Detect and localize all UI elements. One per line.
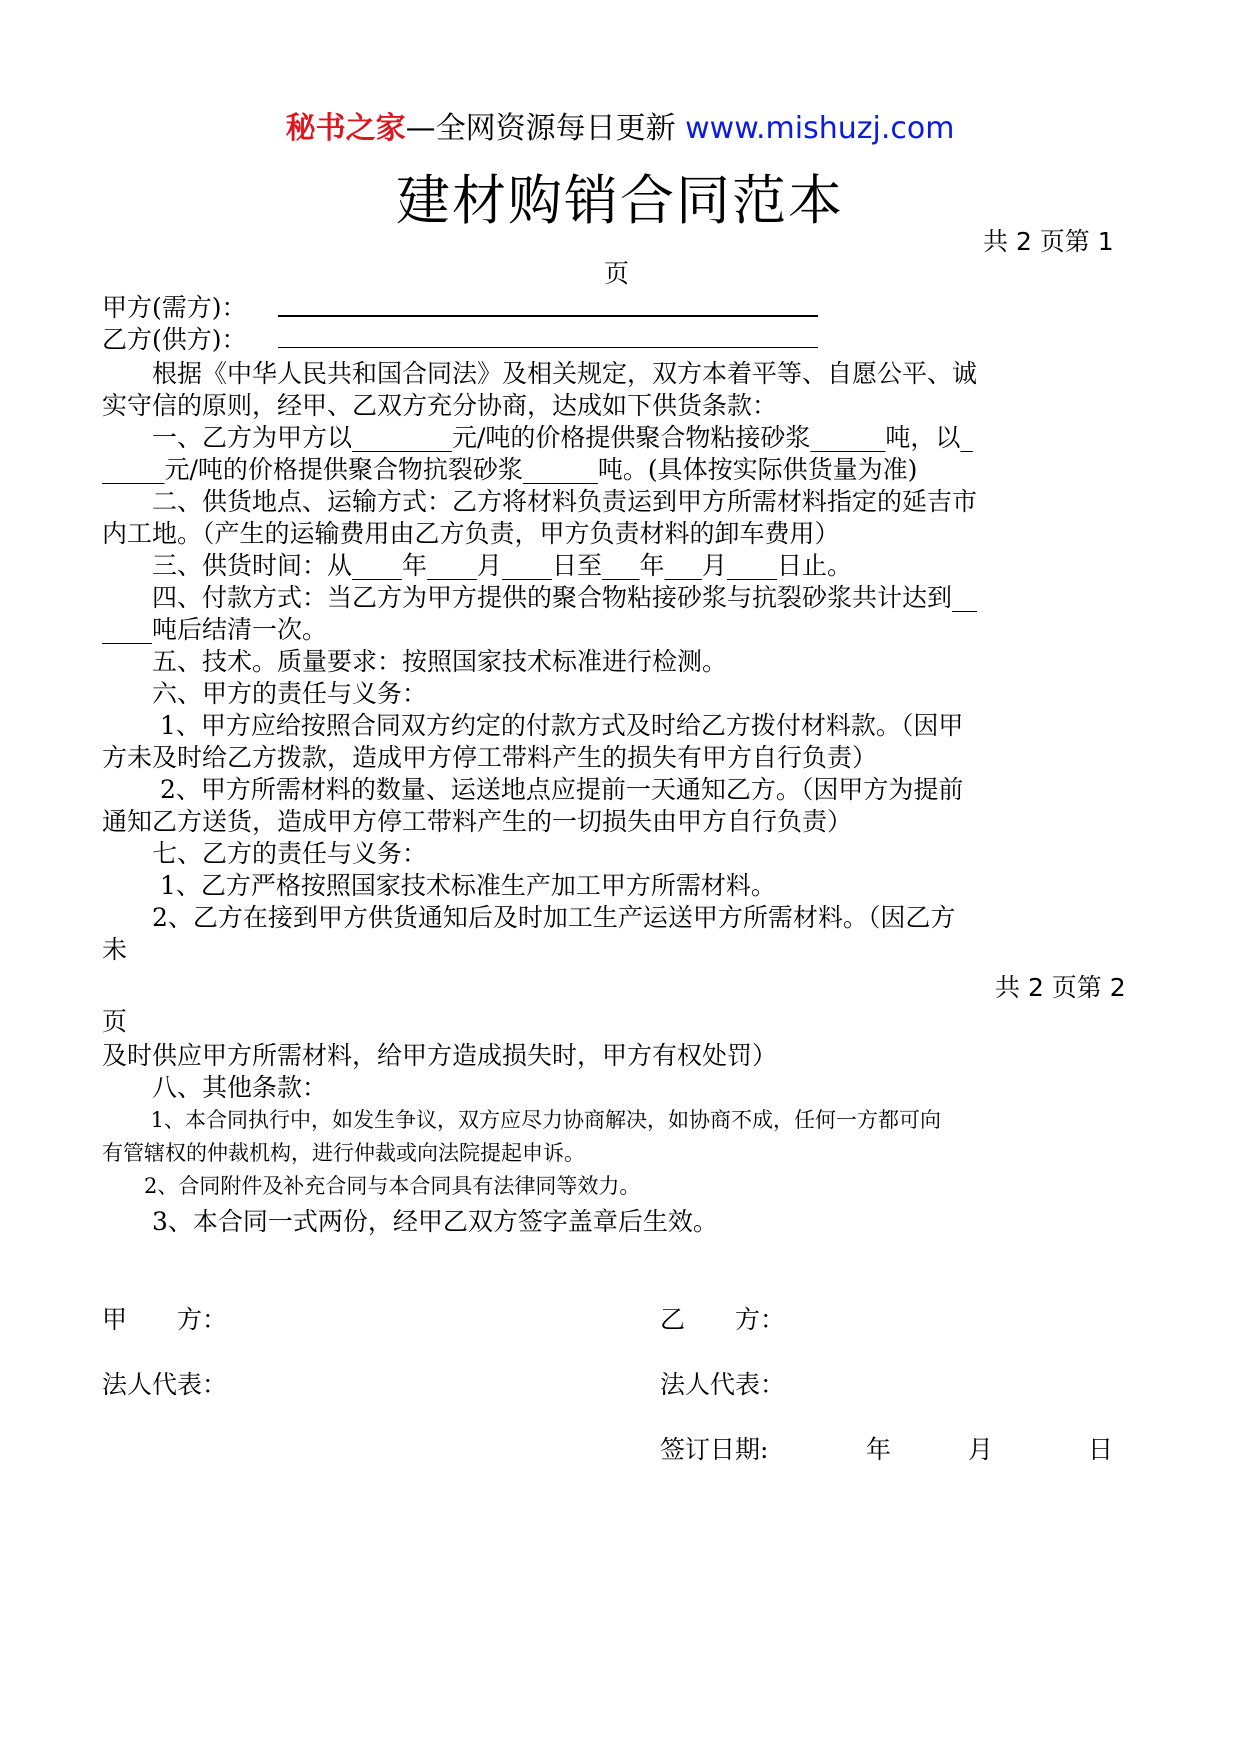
brand-name: 秘书之家 — [285, 111, 406, 146]
document-title: 建材购销合同范本 — [396, 169, 844, 232]
signing-date-year: 年 — [866, 1435, 892, 1464]
site-url-link[interactable]: www.mishuzj.com — [685, 111, 955, 146]
contract-line: 一、乙方为甲方以________元/吨的价格提供聚合物粘接砂浆______吨，以_ — [102, 423, 973, 452]
party-b-label: 乙方(供方)： — [102, 325, 247, 354]
contract-small-line: 有管辖权的仲裁机构，进行仲裁或向法院提起申诉。 — [102, 1141, 585, 1165]
party-a-label: 甲方(需方)： — [102, 293, 247, 322]
contract-line: ____吨后结清一次。 — [102, 615, 328, 644]
signing-date-label: 签订日期: — [660, 1435, 769, 1464]
signing-date-month: 月 — [968, 1435, 994, 1464]
party-b-field[interactable] — [278, 347, 818, 348]
contract-line: 四、付款方式：当乙方为甲方提供的聚合物粘接砂浆与抗裂砂浆共计达到__ — [102, 583, 978, 612]
contract-line: 2、乙方在接到甲方供货通知后及时加工生产运送甲方所需材料。（因乙方 — [102, 903, 956, 932]
contract-line: 二、供货地点、运输方式：乙方将材料负责运到甲方所需材料指定的延吉市 — [102, 487, 978, 516]
contract-line: 三、供货时间：从____年____月____日至___年___月____日止。 — [102, 551, 853, 580]
signing-date-day: 日 — [1088, 1435, 1114, 1464]
contract-line: 根据《中华人民共和国合同法》及相关规定，双方本着平等、自愿公平、诚 — [102, 359, 978, 388]
party-a-field[interactable] — [278, 315, 818, 317]
contract-line: 内工地。（产生的运输费用由乙方负责，甲方负责材料的卸车费用） — [102, 519, 840, 548]
contract-line: 六、甲方的责任与义务： — [102, 679, 428, 708]
contract-small-line: 2、合同附件及补充合同与本合同具有法律同等效力。 — [102, 1174, 641, 1198]
contract-line: 七、乙方的责任与义务： — [102, 839, 428, 868]
banner-slogan: —全网资源每日更新 — [405, 111, 686, 146]
contract-line: 1、甲方应给按照合同双方约定的付款方式及时给乙方拨付材料款。（因甲 — [102, 711, 964, 740]
contract-line: 及时供应甲方所需材料，给甲方造成损失时，甲方有权处罚） — [102, 1041, 778, 1070]
contract-line: 方未及时给乙方拨款，造成甲方停工带料产生的损失有甲方自行负责） — [102, 743, 878, 772]
contract-line: 3、本合同一式两份，经甲乙双方签字盖章后生效。 — [102, 1207, 718, 1236]
contract-line: 未 — [102, 935, 128, 964]
party-b-signature-label: 乙 方： — [660, 1305, 786, 1334]
party-a-representative-label: 法人代表： — [102, 1370, 228, 1399]
contract-line: 五、技术。质量要求：按照国家技术标准进行检测。 — [102, 647, 728, 676]
contract-line: 八、其他条款： — [102, 1073, 328, 1102]
contract-line: 实守信的原则，经甲、乙双方充分协商，达成如下供货条款： — [102, 391, 778, 420]
page-marker-1-line1: 共 2 页第 1 — [983, 227, 1114, 256]
page-marker-2-line2: 页 — [102, 1007, 128, 1036]
contract-line: 通知乙方送货，造成甲方停工带料产生的一切损失由甲方自行负责） — [102, 807, 853, 836]
site-banner — [0, 103, 1240, 147]
contract-line: 1、乙方严格按照国家技术标准生产加工甲方所需材料。 — [102, 871, 776, 900]
page-marker-2-line1: 共 2 页第 2 — [995, 973, 1126, 1002]
page-marker-1-line2: 页 — [604, 259, 630, 288]
party-b-representative-label: 法人代表： — [660, 1370, 786, 1399]
contract-small-line: 1、本合同执行中，如发生争议，双方应尽力协商解决，如协商不成，任何一方都可向 — [102, 1108, 942, 1132]
contract-line: 2、甲方所需材料的数量、运送地点应提前一天通知乙方。（因甲方为提前 — [102, 775, 964, 804]
contract-line: _____元/吨的价格提供聚合物抗裂砂浆______吨。(具体按实际供货量为准) — [102, 455, 918, 484]
party-a-signature-label: 甲 方： — [102, 1305, 228, 1334]
